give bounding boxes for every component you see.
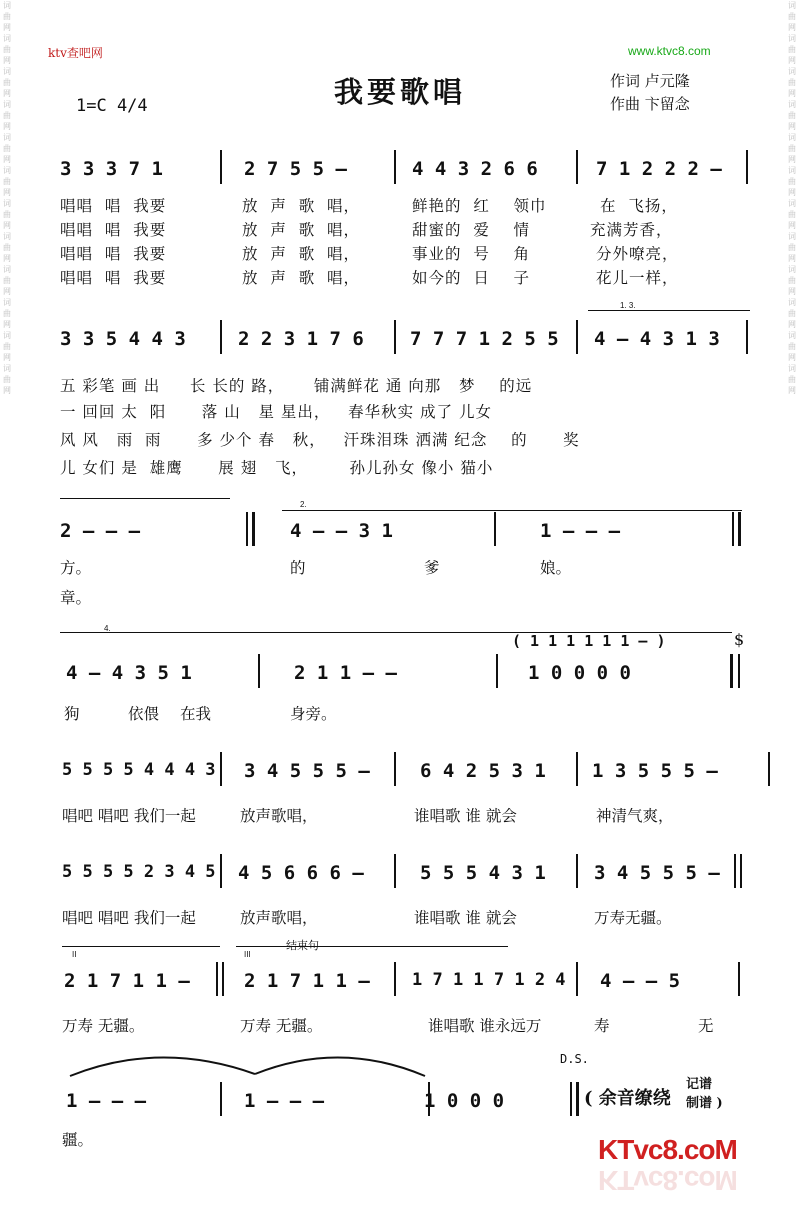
barline xyxy=(494,512,496,546)
watermark-glyph: 网 xyxy=(3,353,11,362)
watermark-glyph: 曲 xyxy=(788,111,796,120)
barline xyxy=(496,654,498,688)
measure: 2 1 1 – – xyxy=(294,662,397,684)
double-barline xyxy=(252,512,255,546)
watermark-glyph: 网 xyxy=(788,89,796,98)
watermark-glyph: 词 xyxy=(3,67,11,76)
measure: 6 4 2 5 3 1 xyxy=(420,760,546,782)
lyric: 在我 xyxy=(180,705,212,723)
lyric: 谁唱歌 谁 就会 xyxy=(414,807,517,825)
watermark-glyph: 网 xyxy=(3,56,11,65)
measure: 4 4 3 2 6 6 xyxy=(412,158,538,180)
measure: 4 – 4 3 5 1 xyxy=(66,662,192,684)
watermark-glyph: 词 xyxy=(3,133,11,142)
score-line-2 xyxy=(58,320,758,358)
measure: 4 – – 3 1 xyxy=(290,520,393,542)
measure: 7 1 2 2 2 – xyxy=(596,158,722,180)
lyric: 放声歌唱， xyxy=(240,909,318,927)
measure: 1 – – – xyxy=(244,1090,325,1112)
watermark-glyph: 网 xyxy=(788,188,796,197)
watermark-glyph: 网 xyxy=(788,320,796,329)
watermark-glyph: 词 xyxy=(3,34,11,43)
watermark-glyph: 词 xyxy=(788,67,796,76)
watermark-glyph: 网 xyxy=(788,122,796,131)
watermark-glyph: 网 xyxy=(3,23,11,32)
segno-sign: $ xyxy=(734,630,745,649)
watermark-glyph: 网 xyxy=(3,122,11,131)
barline xyxy=(576,962,578,996)
lyrics-v3: 分外嘹亮， xyxy=(596,245,679,263)
watermark-glyph: 词 xyxy=(3,232,11,241)
measure: 1 0 0 0 xyxy=(424,1090,505,1112)
measure: 1 – – – xyxy=(66,1090,147,1112)
watermark-glyph: 网 xyxy=(788,221,796,230)
lyrics-v3: 放 声 歌 唱， xyxy=(242,245,361,263)
score-line-4 xyxy=(58,654,758,692)
watermark-glyph: 曲 xyxy=(788,342,796,351)
watermark-glyph: 网 xyxy=(788,254,796,263)
watermark-glyph: 曲 xyxy=(788,309,796,318)
watermark-glyph: 曲 xyxy=(3,12,11,21)
lyric: 方。 xyxy=(60,559,92,577)
watermark-glyph: 词 xyxy=(788,166,796,175)
volta-label: III xyxy=(244,950,251,959)
measure: 4 5 6 6 6 – xyxy=(238,862,364,884)
watermark-glyph: 曲 xyxy=(788,45,796,54)
barline xyxy=(576,752,578,786)
measure: 1 7 1 1 7 1 2 4 xyxy=(412,970,566,990)
measure: 3 3 3 7 1 xyxy=(60,158,163,180)
watermark-glyph: 词 xyxy=(788,298,796,307)
site-logo: KTvc8.coM xyxy=(598,1134,737,1165)
watermark-glyph: 曲 xyxy=(788,210,796,219)
volta-bracket xyxy=(60,498,230,499)
key-signature: 1=C 4/4 xyxy=(76,96,148,116)
measure: 5 5 5 5 4 4 4 3 xyxy=(62,760,216,780)
lyrics-v2: 甜蜜的 爱 情 xyxy=(412,221,531,239)
measure: 4 – 4 3 1 3 xyxy=(594,328,720,350)
lyrics-l2-v2: 一 回回 太 阳 落 山 星 星出， 春华秋实 成了 儿女 xyxy=(60,403,493,421)
watermark-glyph: 曲 xyxy=(3,78,11,87)
measure: 3 4 5 5 5 – xyxy=(594,862,720,884)
lyric: 神清气爽， xyxy=(596,807,674,825)
lyric: 无 xyxy=(698,1017,714,1035)
watermark-glyph: 曲 xyxy=(3,45,11,54)
da-segno: D.S. xyxy=(560,1052,589,1066)
lyrics-v1: 放 声 歌 唱， xyxy=(242,197,361,215)
watermark-glyph: 曲 xyxy=(788,78,796,87)
lyrics-v2: 充满芳香， xyxy=(590,221,673,239)
watermark-glyph: 词 xyxy=(3,265,11,274)
lyrics-v4: 花儿一样， xyxy=(596,269,679,287)
measure: 1 – – – xyxy=(540,520,621,542)
parenthetical-notes: ( 1 1 1 1 1 1 – ) xyxy=(512,632,666,650)
song-title: 我要歌唱 xyxy=(333,75,466,109)
watermark-glyph: 网 xyxy=(788,386,796,395)
watermark-glyph: 词 xyxy=(788,1,796,10)
watermark-glyph: 词 xyxy=(3,364,11,373)
score-line-3 xyxy=(58,512,758,550)
double-barline xyxy=(740,854,742,888)
barline xyxy=(394,854,396,888)
watermark-glyph: 网 xyxy=(788,56,796,65)
double-barline xyxy=(576,1082,579,1116)
score-line-6 xyxy=(58,854,758,892)
site-logo-reflection: KTvc8.coM xyxy=(598,1165,737,1196)
barline xyxy=(220,854,222,888)
watermark-glyph: 曲 xyxy=(788,12,796,21)
barline xyxy=(220,320,222,354)
composer-credit: 作曲 卞留念 xyxy=(610,95,690,113)
site-name-left: ktv查吧网 xyxy=(48,46,103,60)
watermark-glyph: 曲 xyxy=(3,309,11,318)
watermark-glyph: 曲 xyxy=(788,144,796,153)
score-line-1 xyxy=(58,150,758,188)
ending-note: ( 余音缭绕 xyxy=(584,1088,671,1109)
watermark-glyph: 词 xyxy=(3,199,11,208)
barline xyxy=(394,752,396,786)
measure: 1 0 0 0 0 xyxy=(528,662,631,684)
lyric: 唱吧 唱吧 我们一起 xyxy=(62,909,196,927)
double-barline xyxy=(738,512,741,546)
watermark-glyph: 网 xyxy=(788,23,796,32)
tie-arcs xyxy=(60,1040,560,1080)
watermark-glyph: 曲 xyxy=(3,276,11,285)
barline xyxy=(220,150,222,184)
watermark-glyph: 词 xyxy=(3,331,11,340)
watermark-glyph: 词 xyxy=(3,298,11,307)
lyric: 唱吧 唱吧 我们一起 xyxy=(62,807,196,825)
lyric: 谁唱歌 谁永远万 xyxy=(428,1017,542,1035)
barline xyxy=(576,320,578,354)
measure: 2 7 5 5 – xyxy=(244,158,347,180)
watermark-glyph: 网 xyxy=(3,287,11,296)
lyrics-l2-v4: 儿 女们 是 雄鹰 展 翅 飞， 孙儿孙女 像小 猫小 xyxy=(60,459,494,477)
watermark-glyph: 网 xyxy=(3,320,11,329)
watermark-glyph: 词 xyxy=(3,1,11,10)
barline xyxy=(576,854,578,888)
measure: 2 1 7 1 1 – xyxy=(244,970,370,992)
watermark-glyph: 词 xyxy=(3,166,11,175)
repeat-barline xyxy=(730,654,733,688)
ending-note-small: 制谱 ) xyxy=(686,1096,723,1111)
watermark-glyph: 网 xyxy=(3,188,11,197)
measure: 2 – – – xyxy=(60,520,141,542)
lyrics-v4: 唱唱 唱 我要 xyxy=(60,269,167,287)
lyric: 寿 xyxy=(594,1017,610,1035)
watermark-glyph: 网 xyxy=(3,221,11,230)
watermark-glyph: 曲 xyxy=(3,177,11,186)
watermark-glyph: 曲 xyxy=(788,177,796,186)
watermark-glyph: 曲 xyxy=(3,375,11,384)
barline xyxy=(746,150,748,184)
volta-bracket xyxy=(282,510,742,511)
lyricist-credit: 作词 卢元隆 xyxy=(610,72,690,90)
volta-label: 2. xyxy=(300,500,307,509)
lyric: 谁唱歌 谁 就会 xyxy=(414,909,517,927)
barline xyxy=(746,320,748,354)
lyric: 狗 xyxy=(64,705,80,723)
watermark-glyph: 网 xyxy=(788,287,796,296)
watermark-glyph: 网 xyxy=(3,254,11,263)
watermark-glyph: 网 xyxy=(3,89,11,98)
watermark-glyph: 曲 xyxy=(788,375,796,384)
lyric: 娘。 xyxy=(540,559,572,577)
watermark-glyph: 词 xyxy=(788,133,796,142)
volta-bracket xyxy=(588,310,750,311)
barline xyxy=(768,752,770,786)
site-url-right: www.ktvc8.com xyxy=(628,44,711,58)
lyrics-v2: 放 声 歌 唱， xyxy=(242,221,361,239)
measure: 7 7 7 1 2 5 5 xyxy=(410,328,559,350)
volta-label: II xyxy=(72,950,77,959)
lyric: 身旁。 xyxy=(290,705,337,723)
double-barline xyxy=(732,512,734,546)
measure: 2 2 3 1 7 6 xyxy=(238,328,364,350)
watermark-glyph: 曲 xyxy=(788,243,796,252)
measure: 2 1 7 1 1 – xyxy=(64,970,190,992)
barline xyxy=(258,654,260,688)
lyric: 放声歌唱， xyxy=(240,807,318,825)
measure: 5 5 5 5 2 3 4 5 xyxy=(62,862,216,882)
lyrics-v1: 在 飞扬， xyxy=(600,197,678,215)
barline xyxy=(394,150,396,184)
lyric: 依偎 xyxy=(128,705,160,723)
watermark-glyph: 网 xyxy=(788,353,796,362)
volta-bracket xyxy=(62,946,220,947)
watermark-glyph: 词 xyxy=(788,232,796,241)
lyrics-v3: 唱唱 唱 我要 xyxy=(60,245,167,263)
score-line-5 xyxy=(58,752,758,790)
lyric: 的 xyxy=(290,559,306,577)
double-barline xyxy=(734,854,736,888)
lyric: 爹 xyxy=(424,559,440,577)
lyric: 万寿 无疆。 xyxy=(62,1017,145,1035)
watermark-glyph: 曲 xyxy=(3,243,11,252)
watermark-glyph: 词 xyxy=(788,100,796,109)
volta-bracket xyxy=(236,946,508,947)
watermark-glyph: 网 xyxy=(3,155,11,164)
watermark-glyph: 词 xyxy=(788,331,796,340)
volta-label: 4. xyxy=(104,624,111,633)
score-line-7 xyxy=(58,962,758,1000)
watermark-glyph: 网 xyxy=(788,155,796,164)
watermark-glyph: 曲 xyxy=(788,276,796,285)
lyric: 万寿无疆。 xyxy=(594,909,672,927)
barline xyxy=(394,320,396,354)
ending-note-small: 记谱 xyxy=(686,1077,713,1092)
barline xyxy=(220,752,222,786)
lyrics-v4: 如今的 日 子 xyxy=(412,269,531,287)
barline xyxy=(576,150,578,184)
watermark-glyph: 曲 xyxy=(3,144,11,153)
lyric: 疆。 xyxy=(62,1131,94,1149)
left-watermark xyxy=(0,0,14,1224)
double-barline xyxy=(246,512,248,546)
watermark-glyph: 词 xyxy=(788,199,796,208)
double-barline xyxy=(222,962,224,996)
lyrics-v4: 放 声 歌 唱， xyxy=(242,269,361,287)
lyrics-l2-v3: 风 风 雨 雨 多 少个 春 秋， 汗珠泪珠 洒满 纪念 的 奖 xyxy=(60,431,580,449)
watermark-glyph: 词 xyxy=(788,265,796,274)
volta-label: 1. 3. xyxy=(620,301,636,310)
barline xyxy=(394,962,396,996)
lyrics-l2-v1: 五 彩笔 画 出 长 长的 路， 铺满鲜花 通 向那 梦 的远 xyxy=(60,377,533,395)
watermark-glyph: 词 xyxy=(3,100,11,109)
ending-label: 结束句 xyxy=(286,939,319,952)
double-barline xyxy=(216,962,218,996)
right-watermark xyxy=(784,0,800,1224)
watermark-glyph: 曲 xyxy=(3,111,11,120)
repeat-barline xyxy=(738,654,740,688)
lyrics-v3: 事业的 号 角 xyxy=(412,245,531,263)
lyric: 万寿 无疆。 xyxy=(240,1017,323,1035)
watermark-glyph: 曲 xyxy=(3,342,11,351)
measure: 1 3 5 5 5 – xyxy=(592,760,718,782)
watermark-glyph: 词 xyxy=(788,34,796,43)
lyrics-v1-line1: 唱唱 唱 我要 xyxy=(60,197,167,215)
watermark-glyph: 曲 xyxy=(3,210,11,219)
watermark-glyph: 词 xyxy=(788,364,796,373)
lyrics-v2: 唱唱 唱 我要 xyxy=(60,221,167,239)
measure: 3 4 5 5 5 – xyxy=(244,760,370,782)
lyrics-v1: 鲜艳的 红 领巾 xyxy=(412,197,547,215)
measure: 4 – – 5 xyxy=(600,970,681,992)
watermark-glyph: 网 xyxy=(3,386,11,395)
measure: 3 3 5 4 4 3 xyxy=(60,328,186,350)
measure: 5 5 5 4 3 1 xyxy=(420,862,546,884)
double-barline xyxy=(570,1082,572,1116)
barline xyxy=(220,1082,222,1116)
barline xyxy=(738,962,740,996)
lyric: 章。 xyxy=(60,589,92,607)
